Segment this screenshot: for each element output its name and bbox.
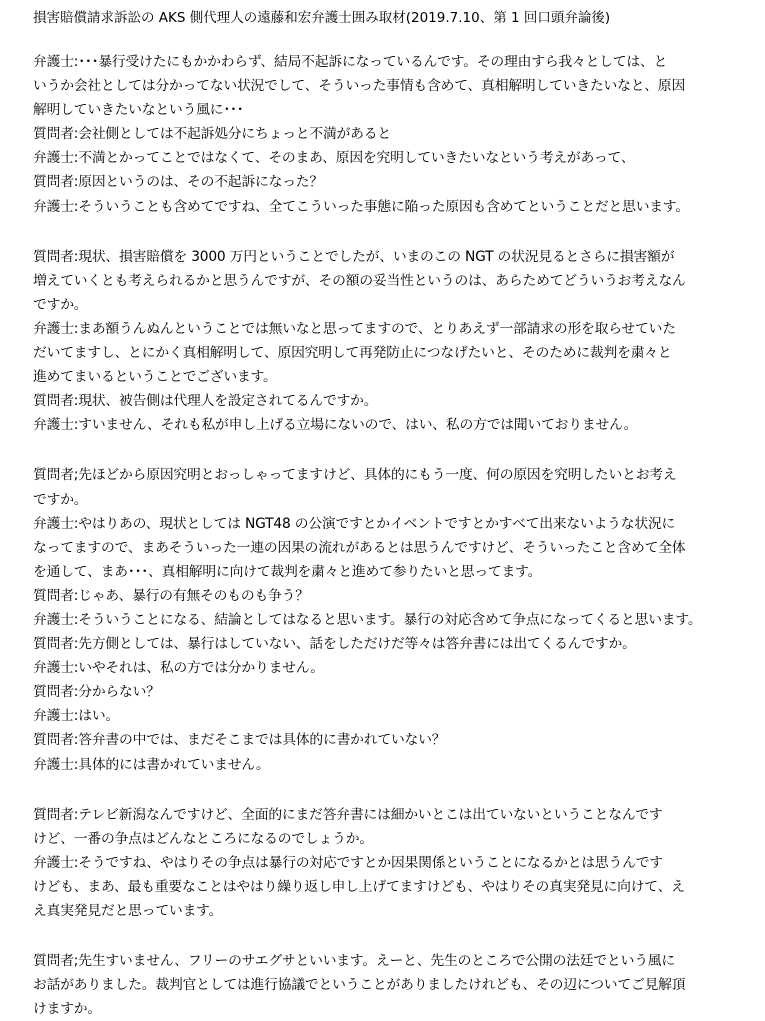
transcript-line: 質問者:現状、被告側は代理人を設定されてるんですか。: [33, 393, 378, 410]
transcript-line: 弁護士:不満とかってことではなくて、そのまあ、原因を究明していきたいなという考えがあって、: [33, 150, 635, 167]
transcript-line: 解明していきたいなという風に･･･: [33, 102, 244, 119]
transcript-line: いうか会社としては分かってない状況でして、そういった事情も含めて、真相解明していきたいなと、原因: [33, 78, 686, 95]
transcript-line: けども、まあ、最も重要なことはやはり繰り返し申し上げてますけども、やはりその真実発見に向けて、え: [33, 878, 685, 895]
transcript-line: 増えていくとも考えられるかと思うんですが、その額の妥当性というのは、あらためてどういうお考えなん: [33, 272, 686, 289]
transcript-paragraph: [33, 50, 751, 219]
transcript-line: ですか。: [33, 491, 88, 508]
transcript-line: だいてますし、とにかく真相解明して、原因究明して再発防止につなげたいと、そのために裁判を粛々と: [33, 345, 672, 362]
transcript-line: 弁護士:具体的には書かれていません。: [33, 756, 270, 773]
transcript-line: 弁護士:いやそれは、私の方では分かりません。: [33, 660, 324, 677]
transcript-line: 質問者:テレビ新潟なんですけど、全面的にまだ答弁書には細かいとこは出ていないということなんです: [33, 806, 663, 823]
transcript-line: え真実発見だと思っています。: [33, 903, 223, 919]
transcript-line: 弁護士:すいません、それも私が申し上げる立場にないので、はい、私の方では聞いておりません。: [33, 417, 638, 434]
transcript-paragraph: [33, 245, 751, 438]
transcript-line: 弁護士:やはりあの、現状としては NGT48 の公演ですとかイベントですとかすべて出来ないような状況に: [33, 515, 676, 532]
transcript-line: 弁護士:まあ額うんぬんということでは無いなと思ってますので、とりあえず一部請求の形を取らせていた: [33, 320, 676, 337]
transcript-line: 質問者:じゃあ、暴行の有無そのものも争う？: [33, 587, 309, 604]
transcript-body: [33, 50, 751, 1021]
transcript-line: 質問者:答弁書の中では、まだそこまでは具体的に書かれていない？: [33, 732, 446, 749]
transcript-line: 質問者;先ほどから原因究明とおっしゃってますけど、具体的にもう一度、何の原因を究明したいとお考え: [33, 467, 677, 484]
transcript-line: 弁護士:はい。: [33, 708, 120, 725]
transcript-line: 質問者:原因というのは、その不起訴になった？: [33, 174, 323, 191]
transcript-line: 進めてまいるということでございます。: [33, 369, 277, 386]
transcript-paragraph: [33, 463, 751, 776]
transcript-line: けど、一番の争点はどんなところになるのでしょうか。: [33, 830, 373, 847]
transcript-line: 質問者:分からない？: [33, 684, 160, 701]
transcript-paragraph: [33, 949, 751, 1021]
transcript-line: 弁護士:･･･暴行受けたにもかかわらず、結局不起訴になっているんです。その理由すら我々としては、と: [33, 54, 668, 70]
transcript-line: を通して、まあ･･･、真相解明に向けて裁判を粛々と進めて参りたいと思ってます。: [33, 563, 542, 580]
transcript-line: 弁護士:そういうことになる、結論としてはなると思います。暴行の対応含めて争点になってくると思います。: [33, 611, 702, 628]
transcript-paragraph: [33, 803, 751, 923]
transcript-line: 質問者;先生すいません、フリーのサエグサといいます。えーと、先生のところで公開の法廷でという風に: [33, 953, 675, 970]
transcript-line: 質問者:現状、損害賠償を 3000 万円ということでしたが、いまのこの NGT の状況見るとさらに損害額が: [33, 248, 675, 265]
transcript-line: けますか。: [33, 1001, 101, 1018]
transcript-line: 質問者:先方側としては、暴行はしていない、話をしただけだ等々は答弁書には出てくるんですか。: [33, 636, 636, 653]
transcript-line: 弁護士:そういうことも含めてですね、全てこういった事態に陥った原因も含めてということだと思います。: [33, 198, 689, 215]
transcript-line: 質問者:会社側としては不起訴処分にちょっと不満があると: [33, 126, 391, 143]
transcript-line: 弁護士:そうですね、やはりその争点は暴行の対応ですとか因果関係ということになるかとは思うんです: [33, 854, 663, 871]
transcript-line: お話がありました。裁判官としては進行協議でということがありましたけれども、その辺についてご見解頂: [33, 977, 686, 994]
document-title: 損害賠償請求訴訟の AKS 側代理人の遠藤和宏弁護士囲み取材(2019.7.10、第 1 回口頭弁論後): [33, 10, 611, 26]
transcript-line: ですか。: [33, 296, 88, 313]
transcript-line: なってますので、まあそういった一連の因果の流れがあるとは思うんですけど、そういったこと含めて全体: [33, 539, 686, 556]
